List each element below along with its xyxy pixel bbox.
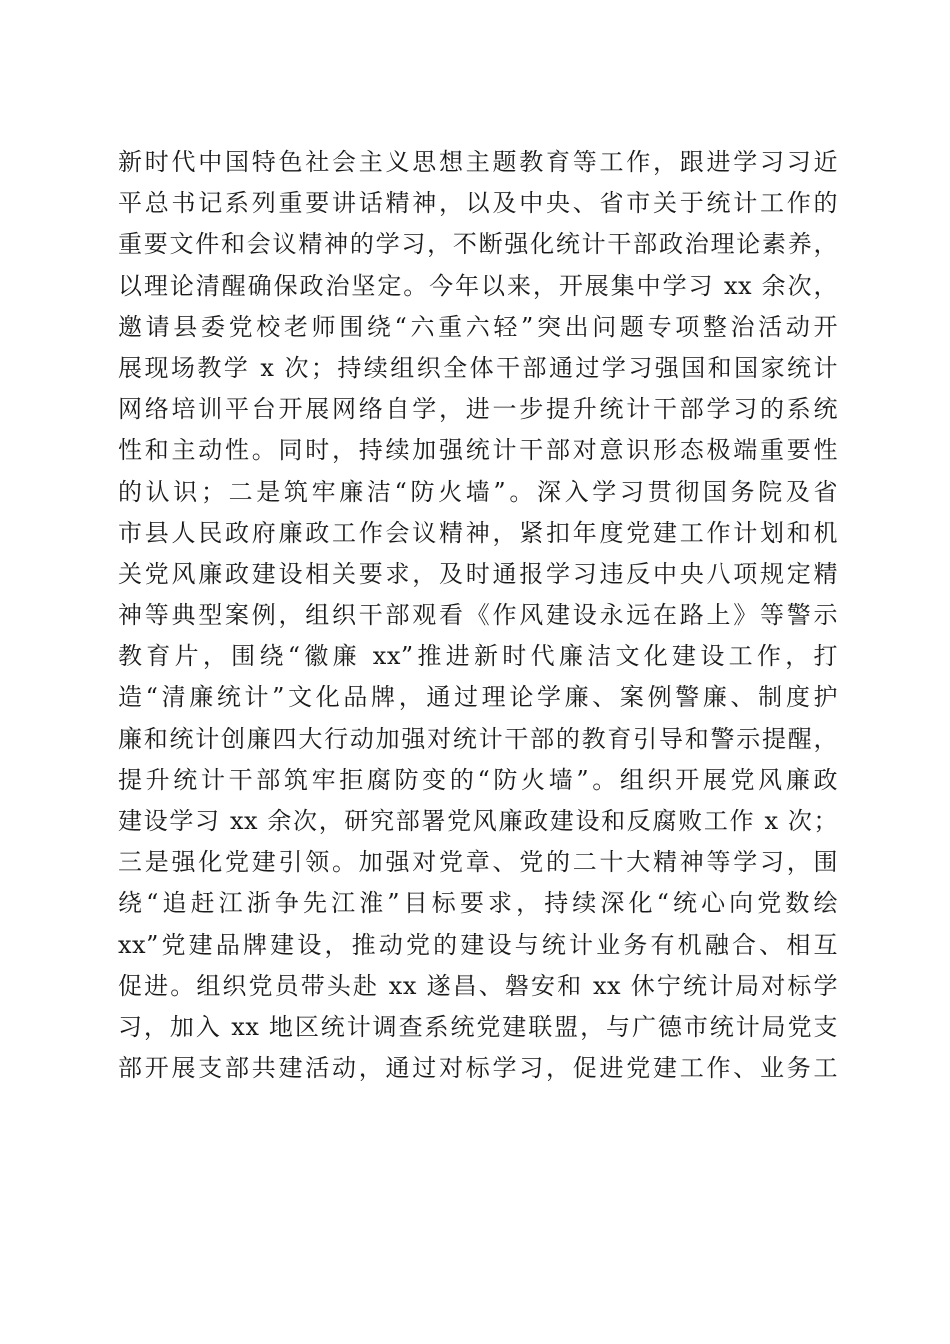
text-line-4: 以理论清醒确保政治坚定。今年以来，开展集中学习 xx 余次， (118, 271, 838, 300)
text-line-1: 新时代中国特色社会主义思想主题教育等工作，跟进学习习近 (118, 148, 838, 176)
text-line-7: 网络培训平台开展网络自学，进一步提升统计干部学习的系统 (118, 395, 838, 424)
text-line-5: 邀请县委党校老师围绕“六重六轻”突出问题专项整治活动开 (118, 312, 838, 341)
text-line-3: 重要文件和会议精神的学习，不断强化统计干部政治理论素养， (118, 230, 838, 259)
text-line-20: xx”党建品牌建设，推动党的建设与统计业务有机融合、相互 (118, 930, 838, 959)
text-line-16: 提升统计干部筑牢拒腐防变的“防火墙”。组织开展党风廉政 (118, 765, 838, 794)
text-line-9: 的认识；二是筑牢廉洁“防火墙”。深入学习贯彻国务院及省 (118, 477, 838, 506)
text-line-17: 建设学习 xx 余次，研究部署党风廉政建设和反腐败工作 x 次； (118, 807, 838, 835)
text-line-10: 市县人民政府廉政工作会议精神，紧扣年度党建工作计划和机 (118, 518, 838, 547)
body-paragraph (118, 142, 838, 1089)
text-line-15: 廉和统计创廉四大行动加强对统计干部的教育引导和警示提醒， (118, 724, 838, 753)
text-line-14: 造“清廉统计”文化品牌，通过理论学廉、案例警廉、制度护 (118, 683, 838, 712)
text-line-12: 神等典型案例，组织干部观看《作风建设永远在路上》等警示 (118, 601, 838, 630)
text-line-11: 关党风廉政建设相关要求，及时通报学习违反中央八项规定精 (118, 559, 838, 588)
text-line-21: 促进。组织党员带头赴 xx 遂昌、磐安和 xx 休宁统计局对标学 (118, 971, 838, 1000)
text-line-13: 教育片，围绕“徽廉 xx”推进新时代廉洁文化建设工作，打 (118, 642, 838, 671)
text-line-2: 平总书记系列重要讲话精神，以及中央、省市关于统计工作的 (118, 189, 838, 218)
text-line-6: 展现场教学 x 次；持续组织全体干部通过学习强国和国家统计 (118, 353, 838, 382)
text-line-23: 部开展支部共建活动，通过对标学习，促进党建工作、业务工 (118, 1054, 838, 1083)
text-line-18: 三是强化党建引领。加强对党章、党的二十大精神等学习，围 (118, 848, 838, 877)
text-line-22: 习，加入 xx 地区统计调查系统党建联盟，与广德市统计局党支 (118, 1012, 838, 1041)
text-line-19: 绕“追赶江浙争先江淮”目标要求，持续深化“统心向党数绘 (118, 889, 838, 918)
text-line-8: 性和主动性。同时，持续加强统计干部对意识形态极端重要性 (118, 436, 838, 465)
